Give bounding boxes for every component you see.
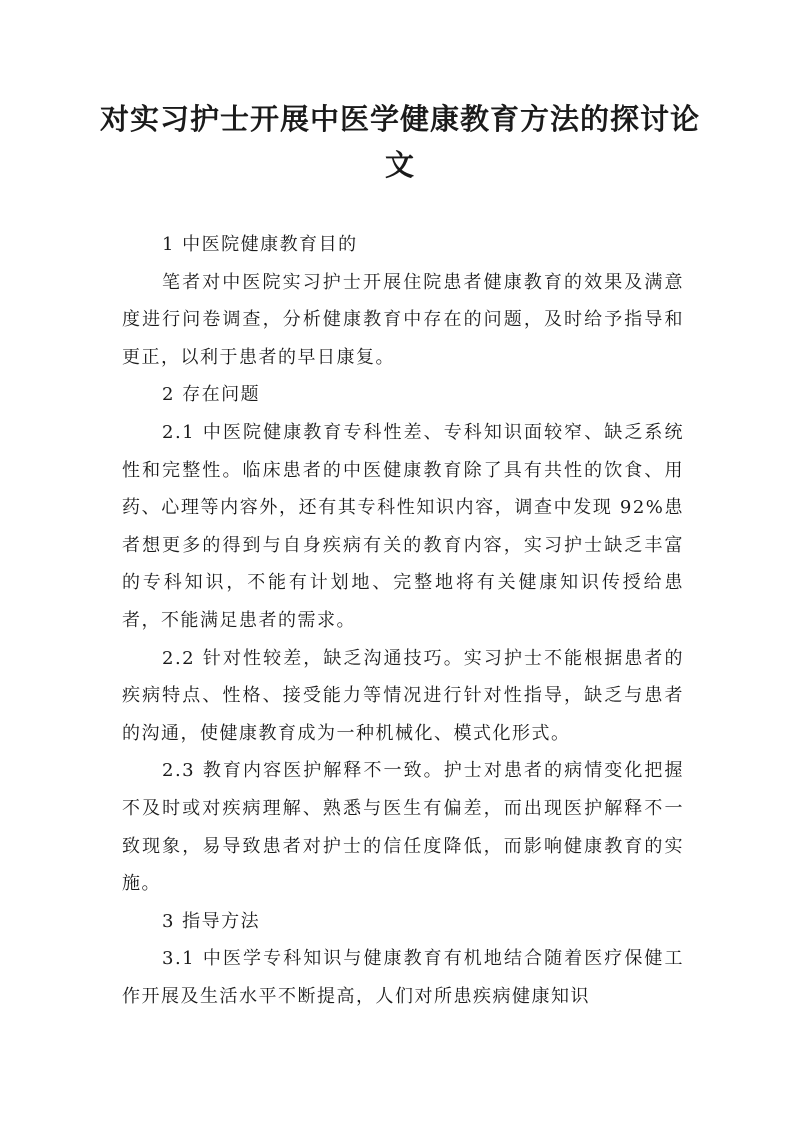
- paragraph: 2.3 教育内容医护解释不一致。护士对患者的病情变化把握不及时或对疾病理解、熟悉与医生有偏差，而出现医护解释不一致现象，易导致患者对护士的信任度降低，而影响健康教育的实施。: [122, 760, 684, 895]
- section-heading: 3 指导方法: [162, 910, 261, 932]
- document-body: [122, 226, 684, 1015]
- paragraph: 3.1 中医学专科知识与健康教育有机地结合随着医疗保健工作开展及生活水平不断提高，人们对所患疾病健康知识: [122, 948, 684, 1007]
- paragraph: 2.1 中医院健康教育专科性差、专科知识面较窄、缺乏系统性和完整性。临床患者的中医健康教育除了具有共性的饮食、用药、心理等内容外，还有其专科性知识内容，调查中发现 92%患者想更多的得到与自身疾病有关的教育内容，实习护士缺乏丰富的专科知识，不能有计划地、完整地将有关健康知识传授给患者，不能满足患者的需求。: [122, 421, 684, 631]
- document-title: 对实习护士开展中医学健康教育方法的探讨论文: [100, 102, 701, 182]
- section-heading: 1 中医院健康教育目的: [162, 234, 358, 255]
- paragraph: 2.2 针对性较差，缺乏沟通技巧。实习护士不能根据患者的疾病特点、性格、接受能力等情况进行针对性指导，缺乏与患者的沟通，使健康教育成为一种机械化、模式化形式。: [122, 647, 684, 744]
- section-heading: 2 存在问题: [162, 384, 261, 406]
- paragraph: 笔者对中医院实习护士开展住院患者健康教育的效果及满意度进行问卷调查，分析健康教育中存在的问题，及时给予指导和更正，以利于患者的早日康复。: [122, 271, 684, 368]
